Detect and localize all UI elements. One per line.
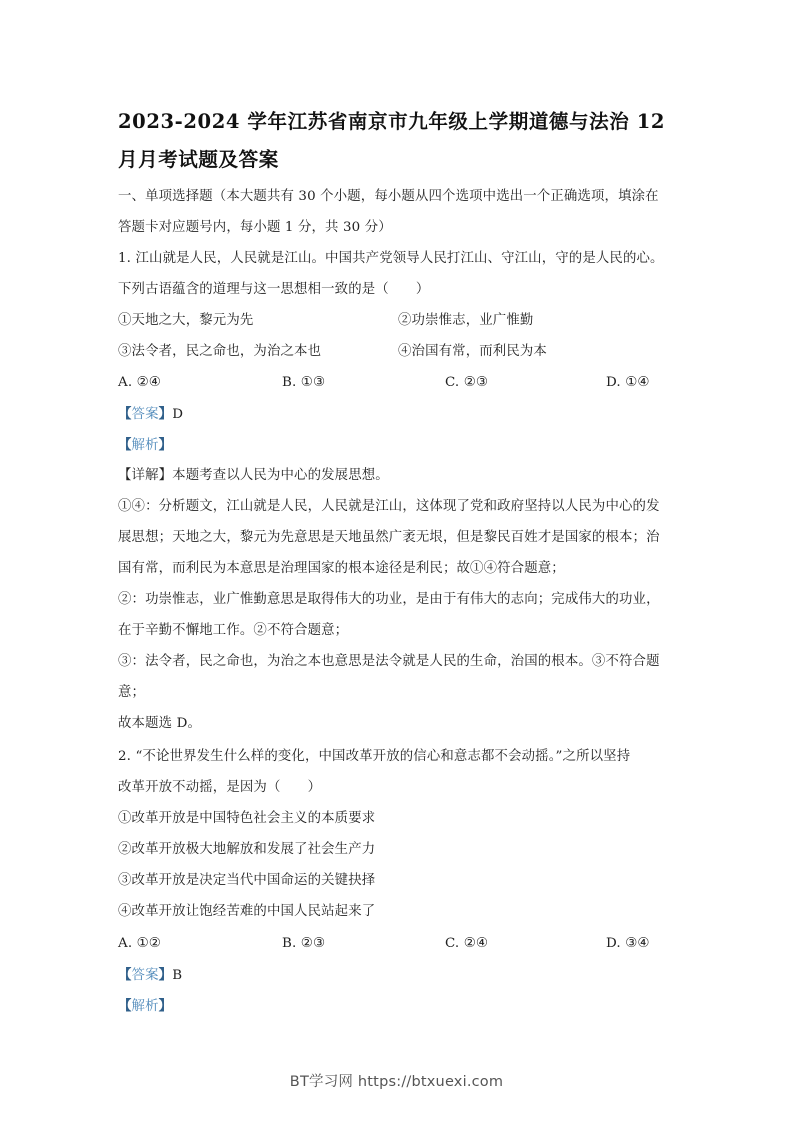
q2-option-a: A. ①② (118, 936, 161, 951)
q1-option-c: C. ②③ (445, 375, 489, 390)
q2-option-d: D. ③④ (606, 936, 650, 951)
q2-stem-line-1: 2. “不论世界发生什么样的变化，中国改革开放的信心和意志都不会动摇。”之所以坚持 (118, 749, 631, 764)
q1-answer-value: D (172, 407, 184, 422)
q1-option-a: A. ②④ (118, 375, 161, 390)
q2-answer-label: 【答案】 (118, 967, 173, 983)
watermark-link[interactable]: BT学习网 https://btxuexi.com (289, 1074, 504, 1090)
q1-answer (118, 405, 183, 424)
title-line-2: 月月考试题及答案 (118, 148, 279, 171)
q1-answer-label: 【答案】 (118, 406, 173, 422)
footer-watermark (0, 1070, 793, 1091)
q1-items-row-1 (118, 312, 678, 330)
q2-answer (118, 966, 182, 985)
q1-detail-line-9: 故本题选 D。 (118, 716, 201, 731)
q2-item-4: ④改革开放让饱经苦难的中国人民站起来了 (118, 904, 376, 919)
q2-item-2: ②改革开放极大地解放和发展了社会生产力 (118, 842, 376, 857)
q1-item-4: ④治国有常，而利民为本 (398, 344, 547, 359)
q1-detail-line-7: ③：法令者，民之命也，为治之本也意思是法令就是人民的生命，治国的根本。③不符合题 (118, 654, 660, 669)
q2-analysis (118, 997, 172, 1016)
q2-answer-value: B (172, 968, 183, 983)
q1-detail-line-8: 意； (118, 685, 146, 700)
q1-detail-line-4: 国有常，而利民为本意思是治理国家的根本途径是利民；故①④符合题意； (118, 561, 565, 576)
q1-item-1: ①天地之大，黎元为先 (118, 313, 254, 328)
q1-detail-label: 【详解】 (118, 468, 173, 483)
q2-item-3: ③改革开放是决定当代中国命运的关键抉择 (118, 873, 376, 888)
q1-detail-line-5: ②：功崇惟志，业广惟勤意思是取得伟大的功业，是由于有伟大的志向；完成伟大的功业， (118, 592, 660, 607)
q1-detail-line-3: 展思想；天地之大，黎元为先意思是天地虽然广袤无垠，但是黎民百姓才是国家的根本；治 (118, 530, 660, 545)
q1-stem-line-2: 下列古语蕴含的道理与这一思想相一致的是（ ） (118, 282, 430, 297)
q1-detail-line-2: ①④：分析题文，江山就是人民，人民就是江山，这体现了党和政府坚持以人民为中心的发 (118, 499, 660, 514)
q1-detail-line-6: 在于辛勤不懈地工作。②不符合题意； (118, 623, 349, 638)
q1-detail-line-1: 【详解】本题考查以人民为中心的发展思想。 (118, 468, 389, 483)
q2-item-1: ①改革开放是中国特色社会主义的本质要求 (118, 811, 376, 826)
q1-item-3: ③法令者，民之命也，为治之本也 (118, 344, 322, 359)
q2-option-b: B. ②③ (282, 936, 326, 951)
q1-stem-line-1: 1. 江山就是人民，人民就是江山。中国共产党领导人民打江山、守江山，守的是人民的心。 (118, 251, 664, 266)
q1-option-b: B. ①③ (282, 375, 326, 390)
q1-analysis (118, 436, 172, 455)
q2-stem-line-2: 改革开放不动摇，是因为（ ） (118, 780, 322, 795)
title-line-1: 2023-2024 学年江苏省南京市九年级上学期道德与法治 12 (118, 110, 666, 133)
q1-item-2: ②功崇惟志，业广惟勤 (398, 313, 534, 328)
q2-option-c: C. ②④ (445, 936, 489, 951)
document-title (118, 103, 678, 179)
q1-option-d: D. ①④ (606, 375, 650, 390)
q1-items-row-2 (118, 343, 678, 361)
q2-analysis-label: 【解析】 (118, 998, 173, 1014)
section-heading-line-2: 答题卡对应题号内，每小题 1 分，共 30 分） (118, 220, 392, 235)
section-heading-line-1: 一、单项选择题（本大题共有 30 个小题，每小题从四个选项中选出一个正确选项，填涂在 (118, 189, 659, 204)
q1-analysis-label: 【解析】 (118, 437, 173, 453)
